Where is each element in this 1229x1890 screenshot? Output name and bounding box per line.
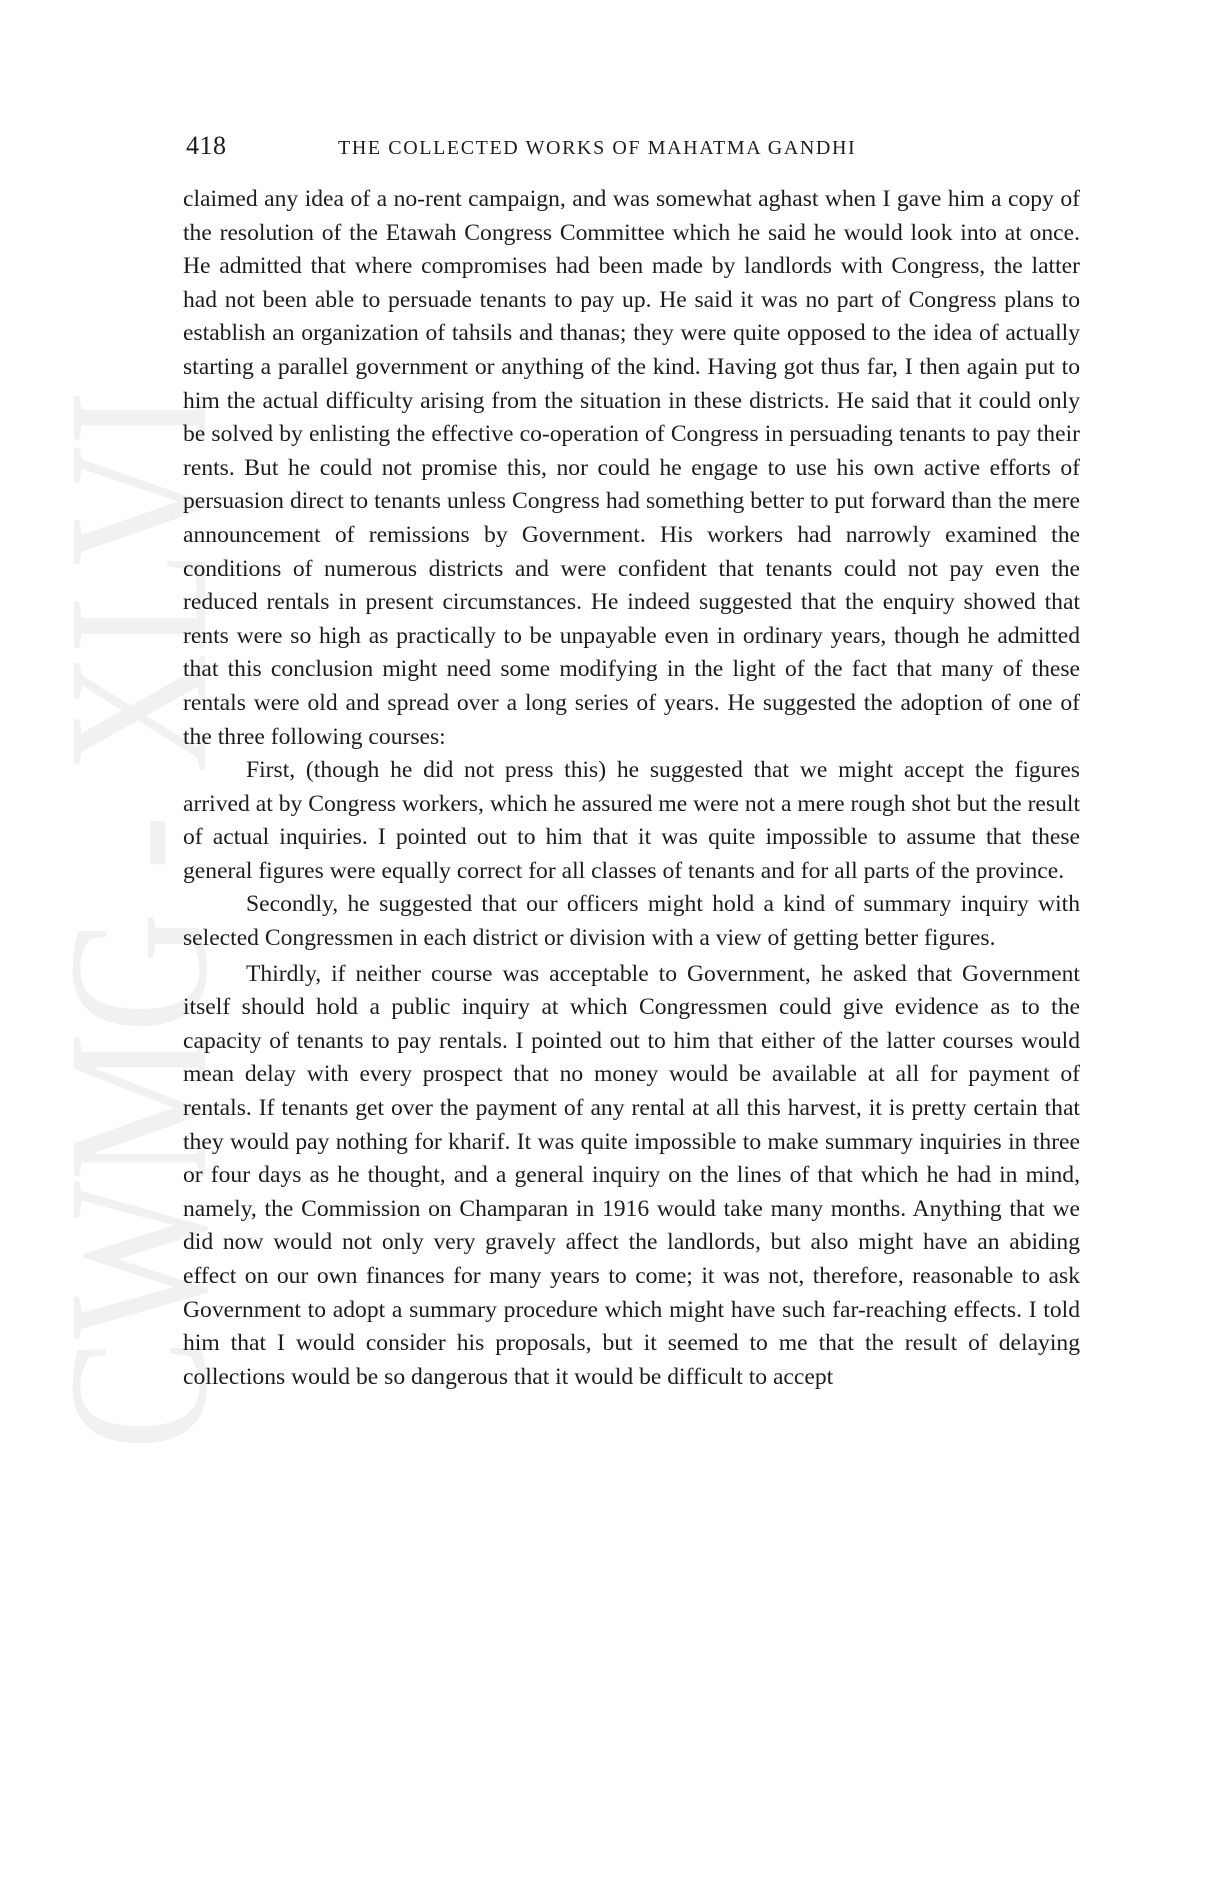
running-head: THE COLLECTED WORKS OF MAHATMA GANDHI (338, 137, 857, 159)
page-header (186, 126, 1076, 166)
paragraph: Thirdly, if neither course was acceptable to Government, he asked that Government itself should hold a public inquiry at which Congressmen could give evidence as to the capacity of tenants to pay rentals. I pointed out to him that either of the latter courses would mean delay with every prospect that no money would be available at all for payment of rentals. If tenants get over the payment of any rental at all this harvest, it is pretty certain that they would pay nothing for kharif. It was quite impossible to make summary inquiries in three or four days as he thought, and a general inquiry on the lines of that which he had in mind, namely, the Commission on Champaran in 1916 would take many months. Anything that we did now would not only very gravely affect the landlords, but also might have an abiding effect on our own finances for many years to come; it was not, therefore, reasonable to ask Government to adopt a summary procedure which might have such far-reaching effects. I told him that I would consider his proposals, but it seemed to me that the result of delaying collections would be so dangerous that it would be difficult to accept (183, 960, 1080, 1390)
paragraph: First, (though he did not press this) he suggested that we might accept the figures arrived at by Congress workers, which he assured me were not a mere rough shot but the result of actual inquiries. I pointed out to him that it was quite impossible to assume that these general figures were equally correct for all classes of tenants and for all parts of the province. (183, 757, 1080, 884)
page-number: 418 (186, 131, 227, 160)
paragraph: claimed any idea of a no-rent campaign, and was somewhat aghast when I gave him a copy of the resolution of the Etawah Congress Committee which he said he would look into at once. He admitted that where compromises had been made by landlords with Congress, the latter had not been able to persuade tenants to pay up. He said it was no part of Congress plans to establish an organization of tahsils and thanas; they were quite opposed to the idea of actually starting a parallel government or anything of the kind. Having got thus far, I then again put to him the actual difficulty arising from the situation in these districts. He said that it could only be solved by enlisting the effective co-operation of Congress in persuading tenants to pay their rents. But he could not promise this, nor could he engage to use his own active efforts of persuasion direct to tenants unless Congress had something better to put forward than the mere announcement of remissions by Government. His workers had narrowly examined the conditions of numerous districts and were confident that tenants could not pay even the reduced rentals in present circumstances. He indeed suggested that the enquiry showed that rents were so high as practically to be unpayable even in ordinary years, though he admitted that this conclusion might need some modifying in the light of the fact that many of these rentals were old and spread over a long series of years. He suggested the adoption of one of the three following courses: (183, 186, 1080, 750)
watermark-text: CWMG - XLVI (28, 179, 249, 1450)
body-text (183, 183, 1080, 1394)
paragraph: Secondly, he suggested that our officers might hold a kind of summary inquiry with selected Congressmen in each district or division with a view of getting better figures. (183, 891, 1080, 952)
